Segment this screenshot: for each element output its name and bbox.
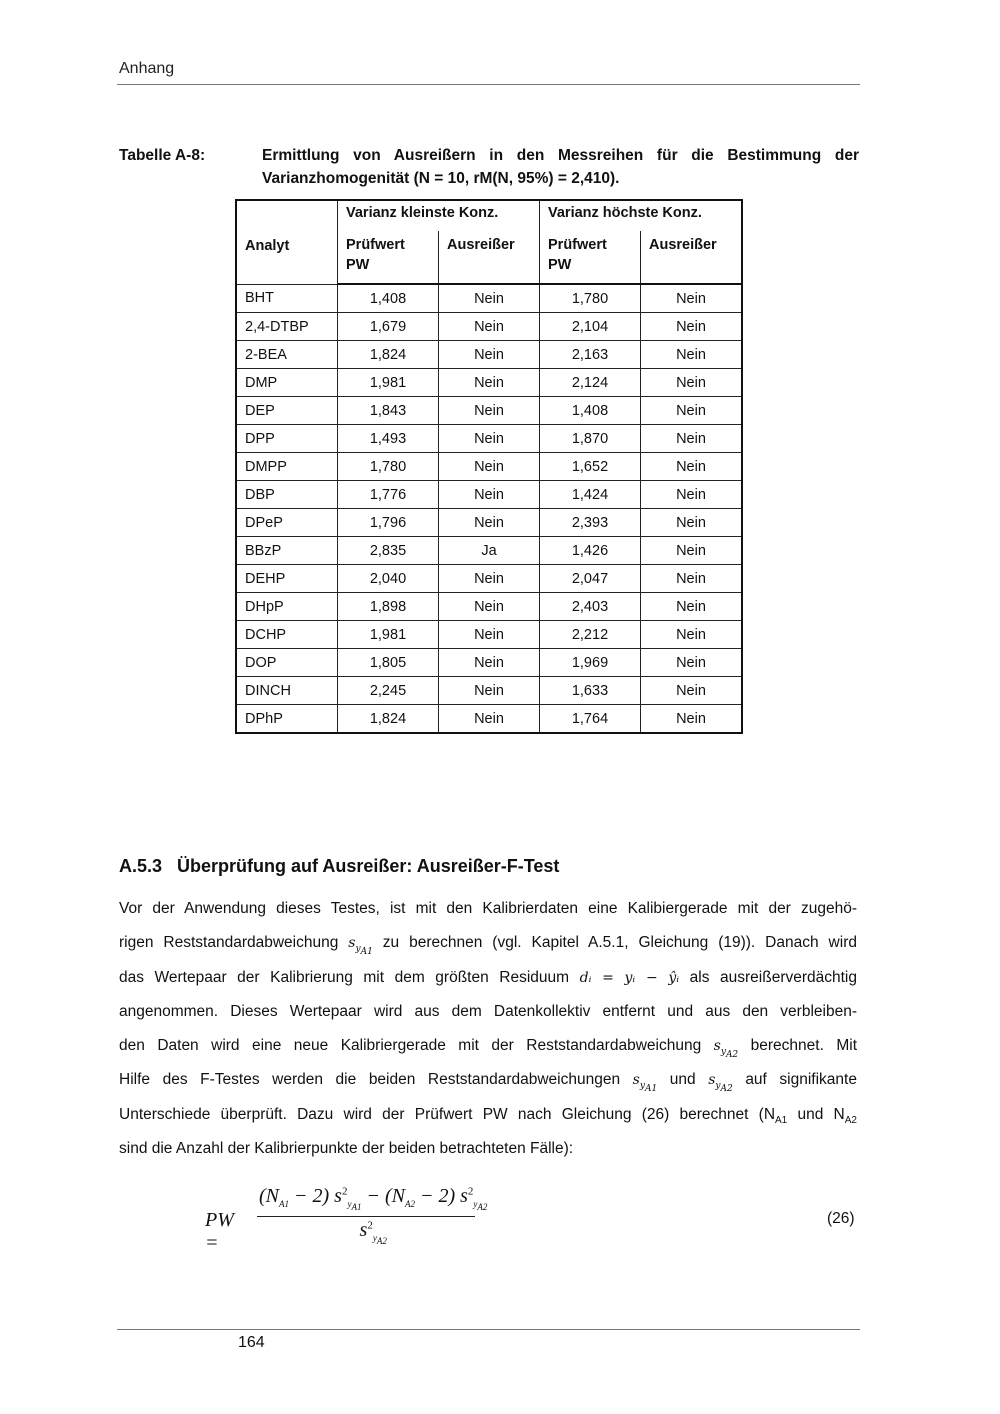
cell-outlier-high: Nein — [641, 453, 743, 481]
cell-pw-high: 1,969 — [540, 649, 641, 677]
equation-denominator: $s^2_{y_{A2}}$ — [359, 1218, 387, 1246]
table-row — [236, 537, 742, 565]
header-pw-high: Prüfwert PW — [540, 231, 641, 284]
cell-pw-high: 1,408 — [540, 397, 641, 425]
cell-pw-high: 1,764 — [540, 705, 641, 734]
cell-analyt: DMPP — [236, 453, 338, 481]
paragraph-line — [119, 1029, 857, 1063]
cell-pw-high: 2,124 — [540, 369, 641, 397]
paragraph-line — [119, 1063, 857, 1097]
cell-pw-low: 1,981 — [338, 369, 439, 397]
table-row — [236, 284, 742, 313]
paragraph-line — [119, 1098, 857, 1132]
math-s-y-a1: $s_{y_{A1}}$ — [632, 1072, 658, 1095]
cell-outlier-high: Nein — [641, 481, 743, 509]
table-row — [236, 565, 742, 593]
cell-analyt: DOP — [236, 649, 338, 677]
text: sind die Anzahl der Kalibrierpunkte der beiden betrachteten Fälle): — [119, 1140, 574, 1158]
text: Vor der Anwendung dieses Testes, ist mit den Kalibrierdaten eine Kalibiergerade mit der zugehö- — [119, 900, 857, 917]
cell-pw-high: 2,163 — [540, 341, 641, 369]
cell-pw-high: 2,212 — [540, 621, 641, 649]
cell-analyt: 2-BEA — [236, 341, 338, 369]
cell-pw-low: 2,040 — [338, 565, 439, 593]
text: und — [669, 1071, 696, 1089]
cell-analyt: DPeP — [236, 509, 338, 537]
cell-outlier-high: Nein — [641, 397, 743, 425]
cell-analyt: DEHP — [236, 565, 338, 593]
cell-pw-low: 1,981 — [338, 621, 439, 649]
cell-pw-high: 1,870 — [540, 425, 641, 453]
cell-outlier-high: Nein — [641, 509, 743, 537]
equation-number: (26) — [827, 1210, 855, 1227]
cell-outlier-high: Nein — [641, 537, 743, 565]
cell-pw-low: 1,679 — [338, 313, 439, 341]
header-outlier-low: Ausreißer — [439, 231, 540, 284]
table-caption-text: Ermittlung von Ausreißern in den Messreihen für die Bestimmung der Varianzhomogenität (N = 10, rM(N, 95%) = 2,410). — [262, 147, 859, 187]
cell-outlier-low: Nein — [439, 284, 540, 313]
cell-analyt: BBzP — [236, 537, 338, 565]
subscript: A2 — [844, 1114, 857, 1126]
outlier-table — [235, 199, 743, 734]
paragraph-line — [119, 1132, 857, 1166]
subscript: A1 — [775, 1114, 788, 1126]
text: rigen Reststandardabweichung — [119, 934, 339, 952]
paragraph-line — [119, 995, 857, 1029]
section-heading — [119, 856, 559, 877]
cell-outlier-high: Nein — [641, 705, 743, 734]
cell-pw-high: 1,426 — [540, 537, 641, 565]
cell-outlier-low: Nein — [439, 705, 540, 734]
table-row — [236, 453, 742, 481]
section-title: Überprüfung auf Ausreißer: Ausreißer-F-Test — [177, 856, 560, 876]
cell-outlier-low: Nein — [439, 341, 540, 369]
cell-pw-low: 1,776 — [338, 481, 439, 509]
cell-outlier-low: Nein — [439, 593, 540, 621]
text: Hilfe des F-Testes werden die beiden Reststandardabweichungen — [119, 1071, 621, 1089]
cell-pw-high: 2,047 — [540, 565, 641, 593]
cell-analyt: DBP — [236, 481, 338, 509]
cell-outlier-low: Nein — [439, 313, 540, 341]
cell-pw-high: 1,424 — [540, 481, 641, 509]
math-residual: dᵢ = yᵢ − ŷᵢ — [579, 969, 680, 986]
body-paragraph — [119, 892, 857, 1166]
header-group-highest-conc: Varianz höchste Konz. — [540, 200, 743, 231]
text: zu berechnen (vgl. Kapitel A.5.1, Gleichung (19)). Danach wird — [382, 934, 857, 952]
text: und N — [797, 1105, 845, 1123]
page-number: 164 — [238, 1334, 265, 1351]
cell-pw-low: 1,780 — [338, 453, 439, 481]
equation-fraction — [257, 1185, 489, 1246]
paragraph-line — [119, 926, 857, 960]
table-caption-label: Tabelle A-8: — [119, 147, 206, 164]
header-rule — [117, 84, 860, 85]
cell-outlier-low: Nein — [439, 621, 540, 649]
equation-lhs: PW = — [205, 1209, 234, 1254]
text: das Wertepaar der Kalibrierung mit dem größten Residuum — [119, 968, 570, 986]
equation-numerator: $(N_{A1} - 2) s^2_{y_{A1}} - (N_{A2} - 2)$ $s^2_{y_{A2}}$ — [259, 1185, 488, 1212]
math-s-y-a1: $s_{y_{A1}}$ — [348, 935, 373, 957]
cell-pw-high: 1,780 — [540, 284, 641, 313]
cell-outlier-high: Nein — [641, 341, 743, 369]
math-s-y-a2: $s_{y_{A2}}$ — [713, 1038, 739, 1060]
cell-analyt: DCHP — [236, 621, 338, 649]
cell-outlier-high: Nein — [641, 593, 743, 621]
table-row — [236, 481, 742, 509]
cell-outlier-high: Nein — [641, 425, 743, 453]
footer-rule — [117, 1329, 860, 1330]
cell-analyt: DINCH — [236, 677, 338, 705]
cell-outlier-high: Nein — [641, 284, 743, 313]
math-s-y-a2: $s_{y_{A2}}$ — [708, 1072, 733, 1095]
cell-outlier-high: Nein — [641, 565, 743, 593]
cell-pw-low: 2,835 — [338, 537, 439, 565]
cell-outlier-low: Nein — [439, 677, 540, 705]
cell-pw-high: 2,403 — [540, 593, 641, 621]
table-body — [236, 284, 742, 733]
header-pw-low: Prüfwert PW — [338, 231, 439, 284]
cell-pw-high: 2,104 — [540, 313, 641, 341]
header-group-lowest-conc: Varianz kleinste Konz. — [338, 200, 540, 231]
table-row — [236, 509, 742, 537]
table-row — [236, 621, 742, 649]
cell-pw-high: 1,633 — [540, 677, 641, 705]
table-row — [236, 397, 742, 425]
cell-pw-low: 1,796 — [338, 509, 439, 537]
cell-analyt: DPP — [236, 425, 338, 453]
cell-pw-low: 1,824 — [338, 705, 439, 734]
cell-outlier-low: Nein — [439, 425, 540, 453]
cell-analyt: DPhP — [236, 705, 338, 734]
cell-outlier-low: Nein — [439, 453, 540, 481]
cell-pw-low: 1,805 — [338, 649, 439, 677]
cell-outlier-low: Nein — [439, 509, 540, 537]
cell-outlier-low: Nein — [439, 397, 540, 425]
cell-pw-low: 1,898 — [338, 593, 439, 621]
table-row — [236, 425, 742, 453]
cell-outlier-low: Nein — [439, 565, 540, 593]
cell-outlier-high: Nein — [641, 649, 743, 677]
cell-pw-high: 2,393 — [540, 509, 641, 537]
header-outlier-high: Ausreißer — [641, 231, 743, 284]
cell-outlier-high: Nein — [641, 313, 743, 341]
cell-outlier-high: Nein — [641, 369, 743, 397]
cell-outlier-low: Ja — [439, 537, 540, 565]
text: berechnet. Mit — [750, 1037, 858, 1055]
cell-analyt: DHpP — [236, 593, 338, 621]
cell-outlier-low: Nein — [439, 481, 540, 509]
cell-analyt: DMP — [236, 369, 338, 397]
cell-outlier-high: Nein — [641, 621, 743, 649]
cell-analyt: BHT — [236, 284, 338, 313]
section-number: A.5.3 — [119, 856, 163, 876]
text: als ausreißerverdächtig — [689, 968, 857, 986]
cell-outlier-low: Nein — [439, 369, 540, 397]
text: angenommen. Dieses Wertepaar wird aus dem Datenkollektiv entfernt und aus den verbleiben- — [119, 1002, 857, 1020]
paragraph-line — [119, 892, 857, 926]
table-row — [236, 649, 742, 677]
text: auf signifikante — [745, 1071, 857, 1089]
cell-pw-low: 1,408 — [338, 284, 439, 313]
cell-analyt: 2,4-DTBP — [236, 313, 338, 341]
header-analyt: Analyt — [236, 200, 338, 284]
table-row — [236, 593, 742, 621]
table-row — [236, 705, 742, 734]
running-header-title: Anhang — [119, 60, 175, 77]
paragraph-line — [119, 961, 857, 995]
cell-pw-low: 1,493 — [338, 425, 439, 453]
cell-outlier-high: Nein — [641, 677, 743, 705]
cell-pw-low: 1,843 — [338, 397, 439, 425]
cell-pw-low: 1,824 — [338, 341, 439, 369]
cell-pw-low: 2,245 — [338, 677, 439, 705]
cell-outlier-low: Nein — [439, 649, 540, 677]
text: Unterschiede überprüft. Dazu wird der Prüfwert PW nach Gleichung (26) berechnet (N — [119, 1105, 776, 1123]
table-row — [236, 341, 742, 369]
text: den Daten wird eine neue Kalibriergerade mit der Reststandardabweichung — [119, 1037, 702, 1055]
table-row — [236, 677, 742, 705]
cell-pw-high: 1,652 — [540, 453, 641, 481]
table-row — [236, 313, 742, 341]
table-row — [236, 369, 742, 397]
cell-analyt: DEP — [236, 397, 338, 425]
